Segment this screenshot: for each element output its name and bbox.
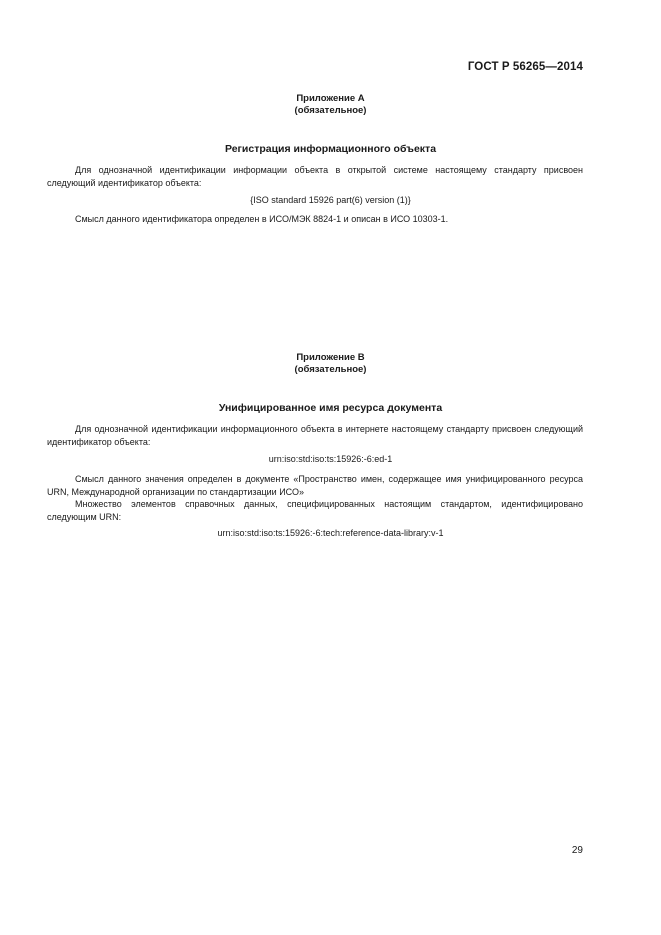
appendix-b-urn-2: urn:iso:std:iso:ts:15926:-6:tech:reference-data-library:v-1 [217,528,444,538]
appendix-b-paragraph-2: Смысл данного значения определен в документе «Пространство имен, содержащее имя унифицированного ресурса URN, Международной организации по стандартизации ИСО» [47,474,583,497]
appendix-a-status: (обязательное) [294,105,367,116]
document-code: ГОСТ Р 56265—2014 [467,61,583,73]
appendix-a-paragraph-2: Смысл данного идентификатора определен в ИСО/МЭК 8824-1 и описан в ИСО 10303-1. [75,214,449,224]
appendix-b-paragraph-1: Для однозначной идентификации информационного объекта в интернете настоящему стандарту присвоен следующий идентификатор объекта: [47,424,583,447]
appendix-a-paragraph-1: Для однозначной идентификации информации объекта в открытой системе настоящему стандарту присвоен следующий идентификатор объекта: [47,165,583,188]
appendix-a-title: Приложение A [296,93,365,104]
appendix-b-title: Приложение B [296,352,365,363]
appendix-b-title-block [0,352,661,376]
appendix-b-urn-1: urn:iso:std:iso:ts:15926:-6:ed-1 [268,454,393,464]
appendix-a-heading: Регистрация информационного объекта [224,143,437,155]
appendix-a-title-block [0,93,661,117]
appendix-b-status: (обязательное) [294,364,367,375]
appendix-a-identifier: {ISO standard 15926 part(6) version (1)} [250,195,411,205]
appendix-b-paragraph-3: Множество элементов справочных данных, специфицированных настоящим стандартом, идентифицировано следующим URN: [47,499,583,522]
page-number: 29 [571,845,583,856]
appendix-b-heading: Унифицированное имя ресурса документа [218,402,443,414]
